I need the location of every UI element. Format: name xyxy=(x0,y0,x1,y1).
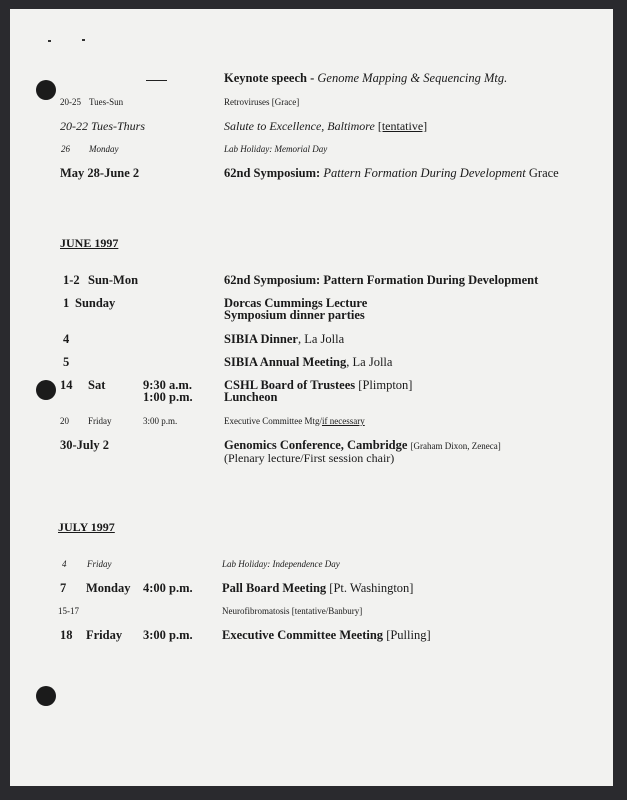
salute-note: [tentative] xyxy=(377,119,428,133)
july-r4-event: Executive Committee Meeting xyxy=(222,628,384,642)
june-r5-event1: CSHL Board of Trustees xyxy=(224,378,356,392)
july-r2-day: Monday xyxy=(86,581,131,595)
june-r7-date: 30-July 2 xyxy=(60,438,109,452)
june-r4-row xyxy=(224,356,392,369)
june-r1-event: 62nd Symposium: Pattern Formation During Development xyxy=(224,273,539,287)
june-r2-date: 1 xyxy=(63,296,70,310)
july-r4-date: 18 xyxy=(60,628,73,642)
june-r4-event: SIBIA Annual Meeting xyxy=(224,355,347,369)
symposium-detail: Pattern Formation During Development xyxy=(323,166,526,180)
june-r3-place: , La Jolla xyxy=(297,332,345,346)
july-heading: JULY 1997 xyxy=(58,520,115,534)
july-r4-note: [Pulling] xyxy=(386,628,431,642)
july-r1-date: 4 xyxy=(62,559,67,569)
symposium-event: 62nd Symposium: xyxy=(224,166,321,180)
june-r7-row xyxy=(224,439,501,452)
june-r6-day: Friday xyxy=(88,416,112,426)
keynote-title: Keynote speech - xyxy=(224,71,315,85)
punch-hole-middle xyxy=(36,380,56,400)
salute-date: 20-22 Tues-Thurs xyxy=(60,119,146,133)
july-r1-day: Friday xyxy=(87,559,112,569)
june-r1-date: 1-2 xyxy=(63,273,80,287)
blank-line xyxy=(146,80,167,81)
june-r3-date: 4 xyxy=(63,332,70,346)
salute-row xyxy=(224,120,427,132)
june-r4-place: , La Jolla xyxy=(346,355,393,369)
july-r3-note: [tentative/Banbury] xyxy=(291,606,363,616)
july-r2-row xyxy=(222,582,413,595)
july-r4-row xyxy=(222,629,431,642)
holiday-event: Lab Holiday: Memorial Day xyxy=(224,144,328,154)
june-r4-date: 5 xyxy=(63,355,70,369)
punch-hole-top xyxy=(36,80,56,100)
june-r5-time1: 9:30 a.m. xyxy=(143,378,192,392)
keynote-row xyxy=(224,72,507,85)
june-r6-note: if necessary xyxy=(321,416,365,426)
june-r2-event2: Symposium dinner parties xyxy=(224,308,365,322)
june-r3-row xyxy=(224,333,344,346)
june-r6-time: 3:00 p.m. xyxy=(143,416,178,426)
june-r7-event: Genomics Conference, Cambridge xyxy=(224,438,408,452)
retro-note: [Grace] xyxy=(271,97,300,107)
july-r2-event: Pall Board Meeting xyxy=(222,581,327,595)
speck xyxy=(82,39,85,41)
june-r6-event: Executive Committee Mtg/ xyxy=(224,416,322,426)
june-r7-note: [Graham Dixon, Zeneca] xyxy=(410,441,501,451)
retro-event: Retroviruses xyxy=(224,97,270,107)
july-r1-event: Lab Holiday: Independence Day xyxy=(222,559,340,569)
punch-hole-bottom xyxy=(36,686,56,706)
july-r2-date: 7 xyxy=(60,581,67,595)
june-r5-day: Sat xyxy=(88,378,106,392)
speck xyxy=(48,40,51,42)
july-r4-day: Friday xyxy=(86,628,123,642)
june-r5-note: [Plimpton] xyxy=(358,378,413,392)
june-r2-event1: Dorcas Cummings Lecture xyxy=(224,296,368,310)
july-r3-row xyxy=(222,607,362,616)
holiday-day: Monday xyxy=(89,144,119,154)
july-r3-date: 15-17 xyxy=(58,606,79,616)
june-r5-time2: 1:00 p.m. xyxy=(143,390,193,404)
june-r3-event: SIBIA Dinner xyxy=(224,332,298,346)
symposium-row xyxy=(224,167,559,180)
june-r5-event2: Luncheon xyxy=(224,390,278,404)
salute-event: Salute to Excellence, Baltimore xyxy=(224,119,375,133)
july-r4-time: 3:00 p.m. xyxy=(143,628,193,642)
june-r7-line2: (Plenary lecture/First session chair) xyxy=(224,451,395,465)
july-r2-time: 4:00 p.m. xyxy=(143,581,193,595)
retro-date: 20-25 xyxy=(60,97,81,107)
july-r2-note: [Pt. Washington] xyxy=(329,581,414,595)
retro-day: Tues-Sun xyxy=(89,97,124,107)
keynote-subtitle: Genome Mapping & Sequencing Mtg. xyxy=(317,71,508,85)
retro-row xyxy=(224,98,299,107)
june-r2-day: Sunday xyxy=(75,296,116,310)
june-r5-date: 14 xyxy=(60,378,73,392)
june-heading: JUNE 1997 xyxy=(60,236,119,250)
holiday-date: 26 xyxy=(61,144,70,154)
july-r3-event: Neurofibromatosis xyxy=(222,606,290,616)
june-r1-day: Sun-Mon xyxy=(88,273,139,287)
june-r6-row xyxy=(224,417,365,426)
june-r6-date: 20 xyxy=(60,416,69,426)
symposium-person: Grace xyxy=(528,166,559,180)
symposium-date: May 28-June 2 xyxy=(60,166,140,180)
